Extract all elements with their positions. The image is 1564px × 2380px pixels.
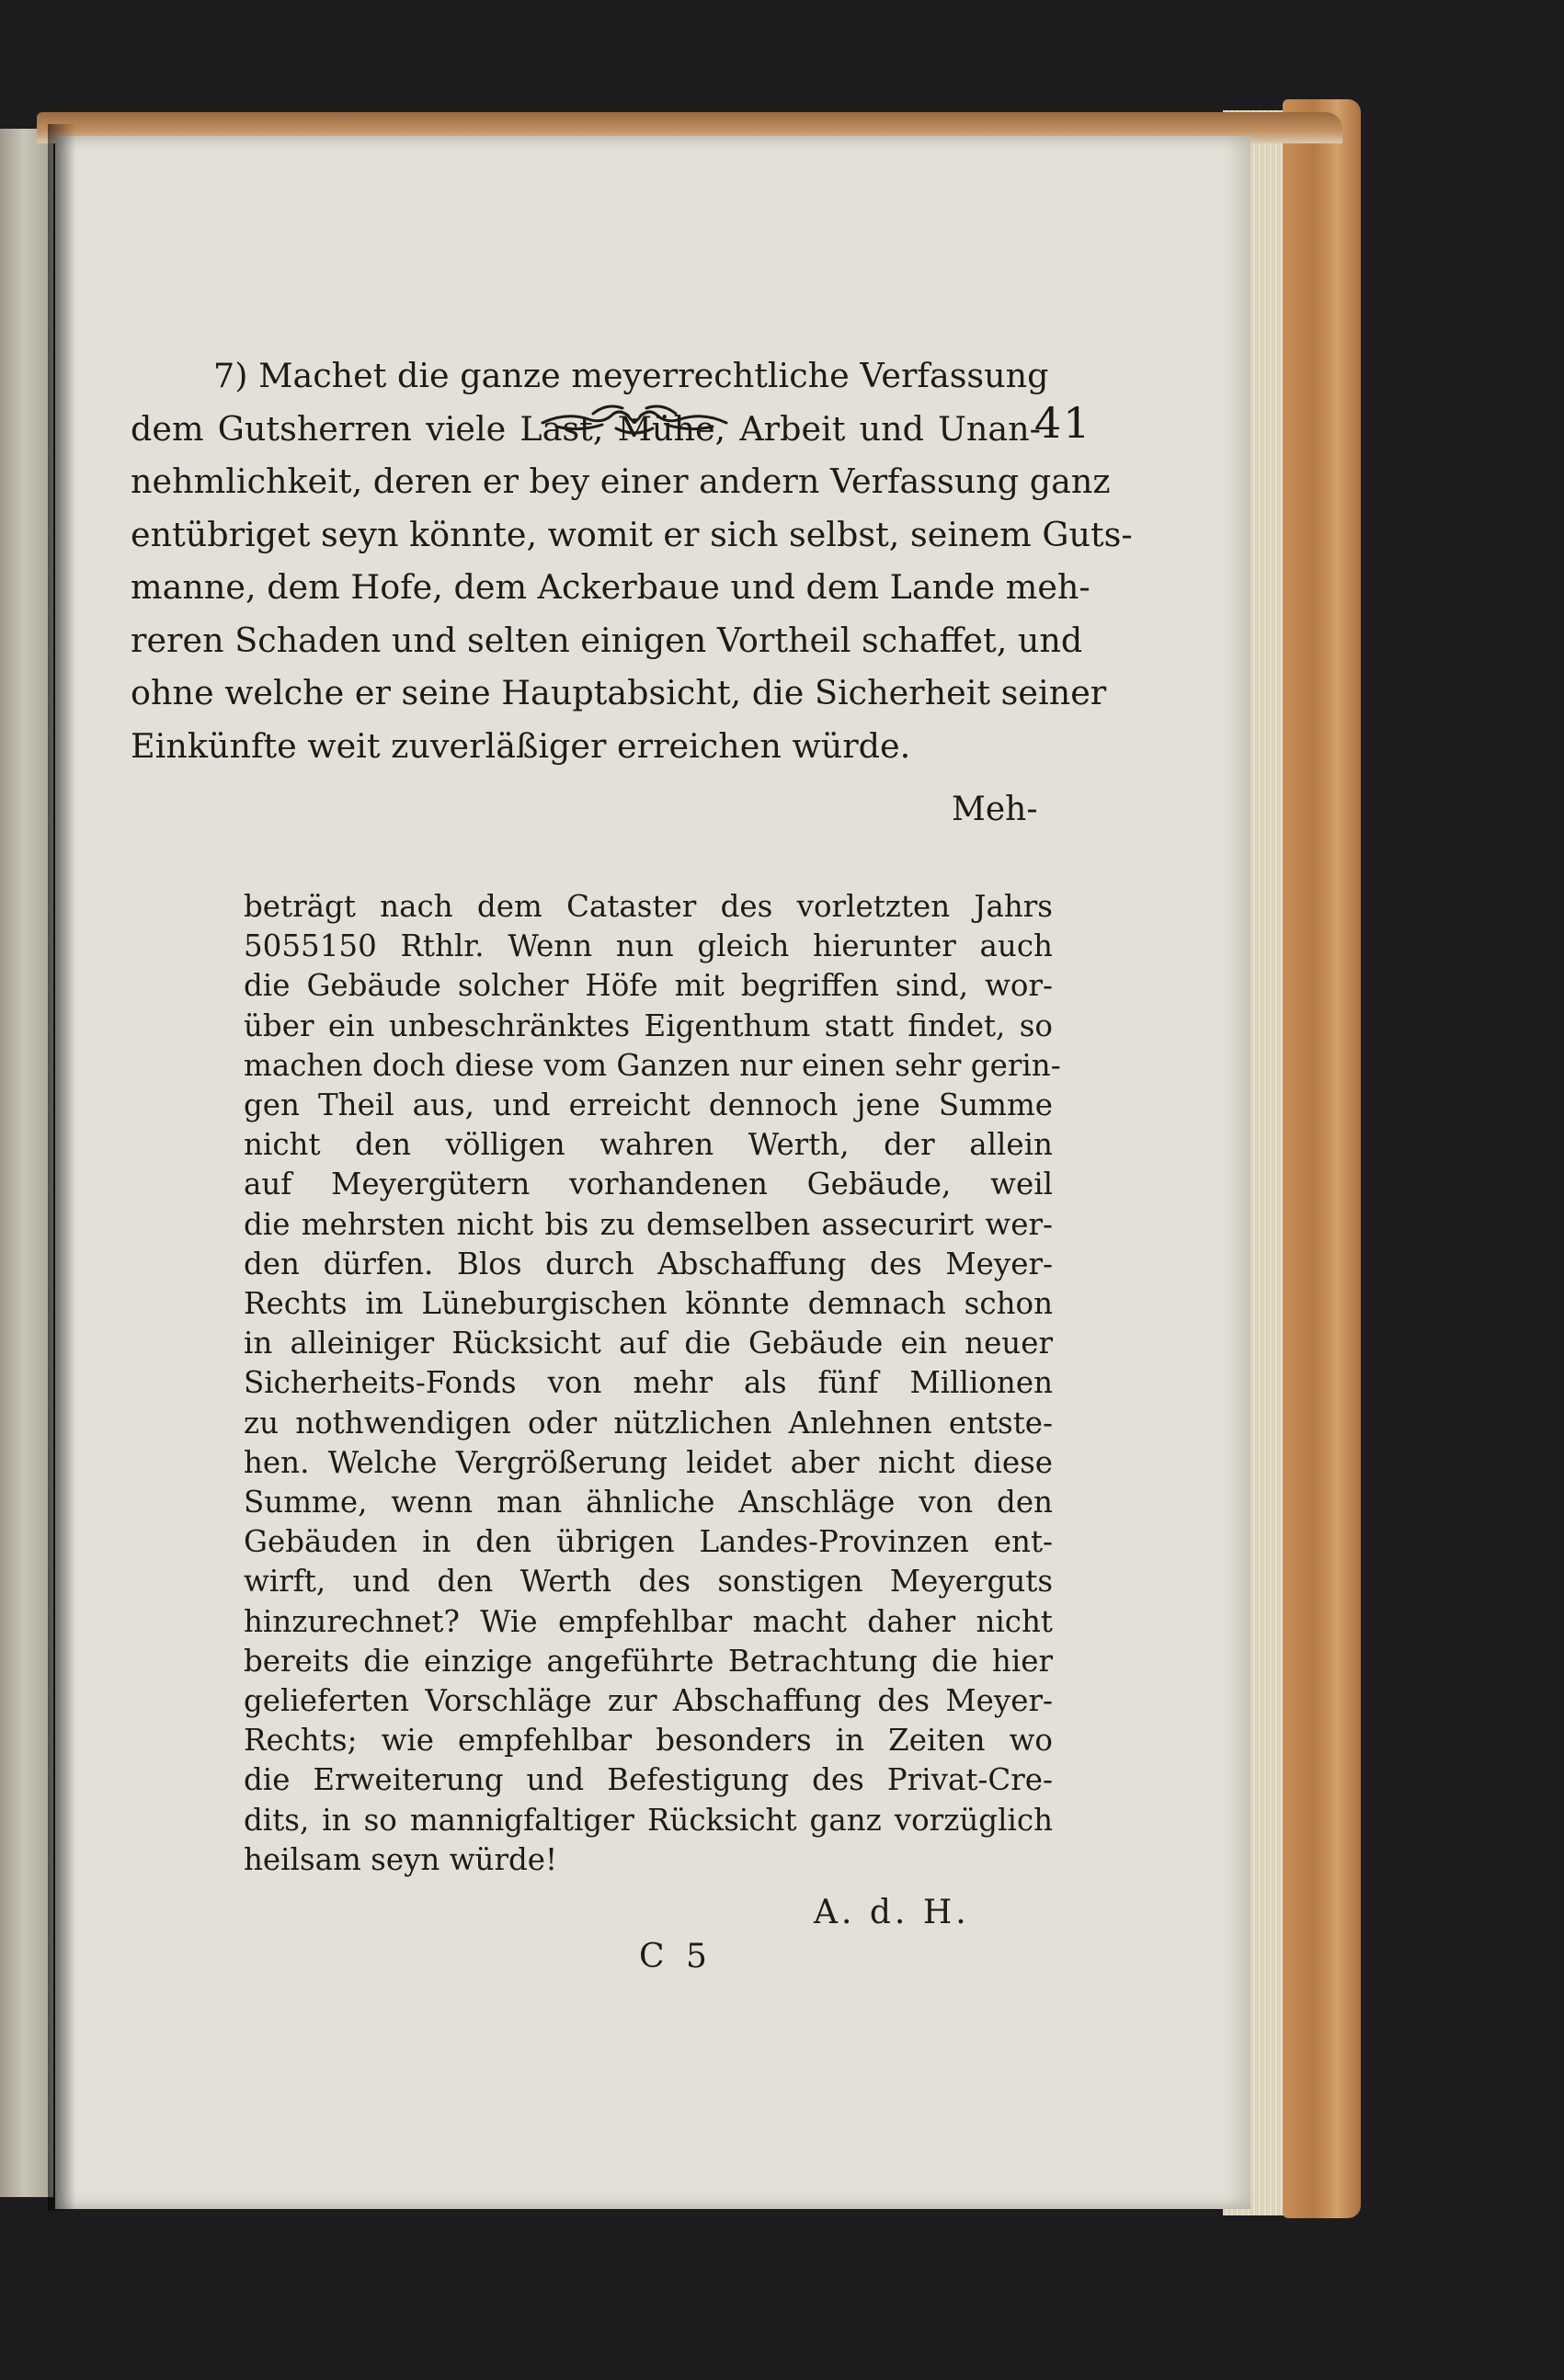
- footnote-line: machen doch diese vom Ganzen nur einen sehr gerin-: [244, 1047, 1061, 1083]
- footnote-line: zu nothwendigen oder nützlichen Anlehnen entste-: [244, 1405, 1053, 1441]
- gutter-shadow: [48, 124, 75, 2211]
- footnote-line: die mehrsten nicht bis zu demselben assecurirt wer-: [244, 1206, 1053, 1242]
- footnote-line: wirft, und den Werth des sonstigen Meyerguts: [244, 1564, 1053, 1600]
- facing-page-edge: [0, 129, 53, 2197]
- footnote-line: beträgt nach dem Cataster des vorletzten Jahrs: [244, 889, 1053, 924]
- footnote-line: Gebäuden in den übrigen Landes-Provinzen ent-: [244, 1524, 1053, 1560]
- footnote-line: hen. Welche Vergrößerung leidet aber nicht diese: [244, 1444, 1053, 1480]
- footnote-line: heilsam seyn würde!: [244, 1841, 558, 1877]
- footnote-line: nicht den völligen wahren Werth, der allein: [244, 1127, 1053, 1163]
- footnote-line: die Gebäude solcher Höfe mit begriffen sind, wor-: [244, 968, 1053, 1004]
- footnote-line: gelieferten Vorschläge zur Abschaffung des Meyer-: [244, 1683, 1053, 1719]
- text-line: nehmlichkeit, deren er bey einer andern Verfassung ganz: [131, 461, 1111, 501]
- footnote-line: über ein unbeschränktes Eigenthum statt findet, so: [244, 1008, 1053, 1043]
- leather-binding: [1283, 99, 1361, 2218]
- footnote-line: Sicherheits-Fonds von mehr als fünf Millionen: [244, 1365, 1053, 1401]
- catchword: Meh-: [952, 791, 1038, 828]
- footnote-line: Rechts im Lüneburgischen könnte demnach schon: [244, 1286, 1053, 1322]
- signature-mark: C 5: [639, 1938, 713, 1976]
- footnote-line: in alleiniger Rücksicht auf die Gebäude ein neuer: [244, 1326, 1053, 1361]
- footnote: [244, 887, 1061, 1880]
- text-line: Einkünfte weit zuverläßiger erreichen würde.: [131, 725, 911, 766]
- footnote-line: dits, in so mannigfaltiger Rücksicht ganz vorzüglich: [244, 1802, 1053, 1838]
- footnote-line: die Erweiterung und Befestigung des Privat-Cre-: [244, 1762, 1053, 1798]
- footnote-line: bereits die einzige angeführte Betrachtung die hier: [244, 1643, 1053, 1679]
- footnote-line: hinzurechnet? Wie empfehlbar macht daher nicht: [244, 1603, 1053, 1639]
- text-line: dem Gutsherren viele Last, Mühe, Arbeit und Unan-: [131, 408, 1041, 449]
- page-number: 41: [1034, 398, 1092, 448]
- footnote-line: gen Theil aus, und erreicht dennoch jene Summe: [244, 1088, 1053, 1123]
- footnote-line: Rechts; wie empfehlbar besonders in Zeiten wo: [244, 1723, 1053, 1759]
- text-line: manne, dem Hofe, dem Ackerbaue und dem Lande meh-: [131, 567, 1090, 607]
- text-line: entübriget seyn könnte, womit er sich selbst, seinem Guts-: [131, 514, 1133, 554]
- text-line: 7) Machet die ganze meyerrechtliche Verfassung: [213, 356, 1049, 395]
- footnote-line: den dürfen. Blos durch Abschaffung des Meyer-: [244, 1246, 1053, 1281]
- footnote-line: 5055150 Rthlr. Wenn nun gleich hierunter auch: [244, 928, 1053, 964]
- text-line: reren Schaden und selten einigen Vortheil schaffet, und: [131, 620, 1083, 660]
- footnote-line: auf Meyergütern vorhandenen Gebäude, weil: [244, 1167, 1053, 1202]
- footnote-line: Summe, wenn man ähnliche Anschläge von den: [244, 1485, 1053, 1520]
- footnote-signature: A. d. H.: [814, 1894, 970, 1931]
- text-line: ohne welche er seine Hauptabsicht, die Sicherheit seiner: [131, 673, 1107, 712]
